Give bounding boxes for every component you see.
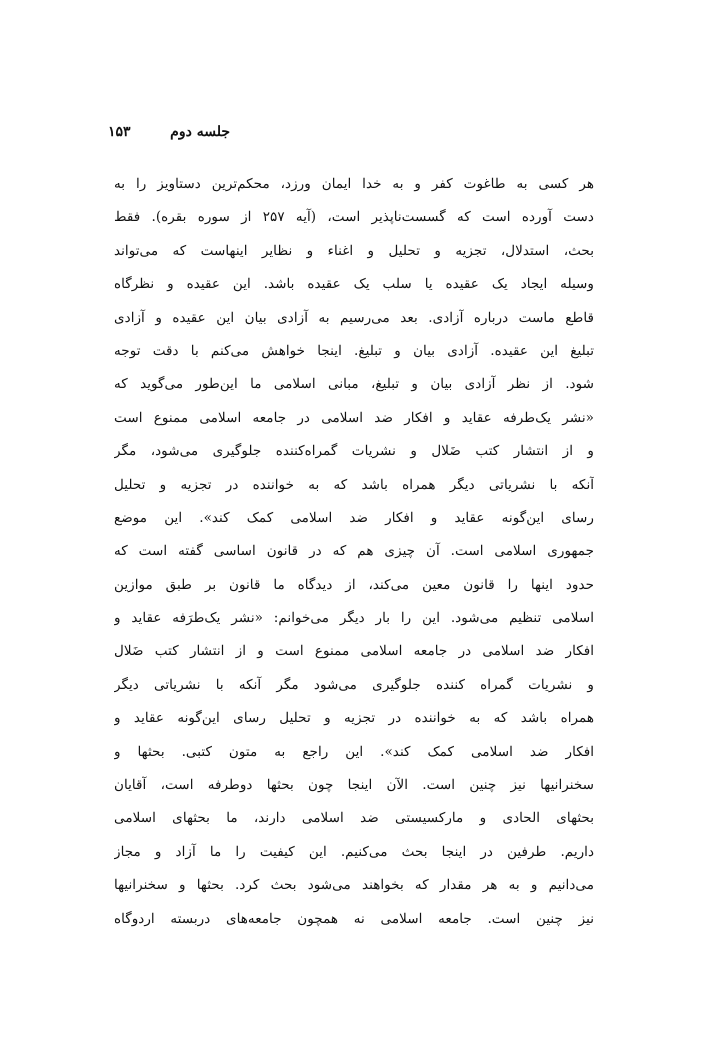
text-line: نیز چنین است. جامعه اسلامی نه همچون جامعه‌های دربسته اردوگاه [114,910,594,927]
page-number: ۱۵۳ [108,124,131,140]
text-line: اسلامی تنظیم می‌شود. این را بار دیگر می‌خوانم: «نشر یک‌طرَفه عقاید و [114,610,594,627]
text-line: افکار ضد اسلامی در جامعه اسلامی ممنوع است و از انتشار کتب ضَلال [114,643,594,660]
text-line: دست آورده است که گسست‌ناپذیر است، (آیه ۲۵۷ از سوره بقره). فقط [114,209,594,226]
text-line: جمهوری اسلامی است. آن چیزی هم که در قانون اساسی گفته است که [114,543,594,560]
text-line: داریم. طرفین در اینجا بحث می‌کنیم. این کیفیت را ما آزاد و مجاز [114,843,594,860]
body-paragraph [114,168,594,936]
text-line: همراه باشد که به خواننده در تجزیه و تحلیل رسای این‌گونه عقاید و [114,710,594,727]
text-line: افکار ضد اسلامی کمک کند». این راجع به متون کتبی. بحثها و [114,743,594,760]
text-line: رسای این‌گونه عقاید و افکار ضد اسلامی کمک کند». این موضع [114,509,594,526]
text-line: بحث، استدلال، تجزیه و تحلیل و اغناء و نظایر اینهاست که می‌تواند [114,242,594,259]
text-line: قاطع ماست درباره آزادی. بعد می‌رسیم به آزادی بیان این عقیده و آزادی [114,309,594,326]
text-line: وسیله ایجاد یک عقیده یا سلب یک عقیده باشد. این عقیده و نظرگاه [114,276,594,293]
text-line: آنکه با نشریاتی دیگر همراه باشد که به خواننده در تجزیه و تحلیل [114,476,594,493]
text-line: سخنرانیها نیز چنین است. الآن اینجا چون بحثها دوطرفه است، آقایان [114,777,594,794]
text-line: تبلیغ این عقیده. آزادی بیان و تبلیغ. اینجا خواهش می‌کنم با دقت توجه [114,342,594,359]
text-line: حدود اینها را قانون معین می‌کند، از دیدگاه ما قانون بر طبق موازین [114,576,594,593]
text-line: بحثهای الحادی و مارکسیستی ضد اسلامی دارند، ما بحثهای اسلامی [114,810,594,827]
text-line: هر کسی به طاغوت کفر و به خدا ایمان ورزد، محکم‌ترین دستاویز را به [114,176,594,192]
text-line: «نشر یک‌طرفه عقاید و افکار ضد اسلامی در جامعه اسلامی ممنوع است [114,409,594,426]
page-header [108,121,230,143]
text-line: و نشریات گمراه کننده جلوگیری می‌شود مگر آنکه با نشریاتی دیگر [114,676,594,693]
text-line: می‌دانیم و به هر مقدار که بخواهند می‌شود بحث کرد. بحثها و سخنرانیها [114,877,594,894]
text-line: شود. از نظر آزادی بیان و تبلیغ، مبانی اسلامی ما این‌طور می‌گوید که [114,376,594,393]
text-line: و از انتشار کتب ضَلال و نشریات گمراه‌کننده جلوگیری می‌شود، مگر [114,443,594,460]
chapter-title: جلسه دوم [170,124,230,140]
